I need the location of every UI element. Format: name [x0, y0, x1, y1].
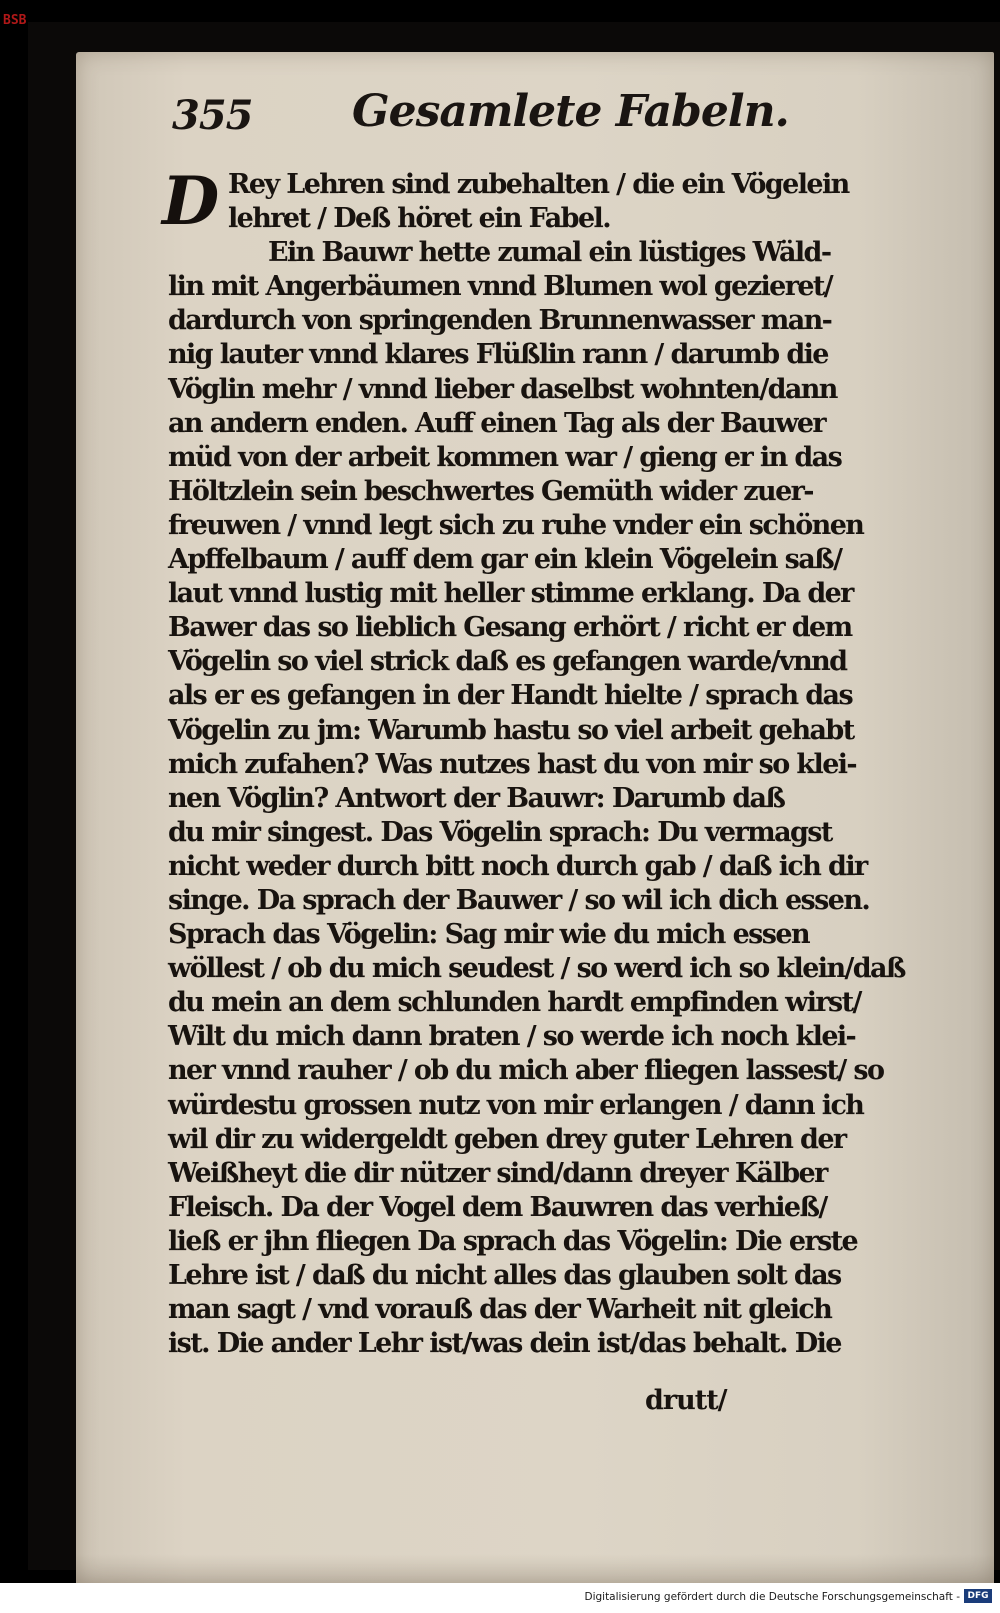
funding-notice: Digitalisierung gefördert durch die Deutsche Forschungsgemeinschaft - [584, 1591, 960, 1603]
text-line: lehret / Deß höret ein Fabel. [228, 203, 610, 235]
drop-initial: D [162, 162, 218, 240]
text-line: wil dir zu widergeldt geben drey guter Lehren der [168, 1123, 846, 1155]
text-line: an andern enden. Auff einen Tag als der Bauwer [168, 407, 826, 439]
text-line: Sprach das Vögelin: Sag mir wie du mich essen [168, 919, 809, 951]
text-line: Lehre ist / daß du nicht alles das glauben solt das [168, 1260, 841, 1291]
text-line: als er es gefangen in der Handt hielte / sprach das [168, 680, 853, 712]
text-line: mich zufahen? Was nutzes hast du von mir so klei- [168, 748, 857, 780]
text-line: du mein an dem schlunden hardt empfinden wirst/ [168, 987, 861, 1019]
text-line: Weißheyt die dir nützer sind/dann dreyer Kälber [168, 1157, 827, 1189]
text-line: singe. Da sprach der Bauwer / so wil ich dich essen. [168, 884, 870, 916]
text-line: dardurch von springenden Brunnenwasser man- [168, 305, 832, 337]
text-line: laut vnnd lustig mit heller stimme erklang. Da der [168, 578, 853, 610]
text-line: nen Vöglin? Antwort der Bauwr: Darumb daß [168, 782, 785, 814]
text-line: man sagt / vnd vorauß das der Warheit nit gleich [168, 1294, 832, 1326]
text-line: nig lauter vnnd klares Flüßlin rann / darumb die [168, 339, 828, 371]
bsb-logo: BSB [3, 13, 27, 28]
text-line: nicht weder durch bitt noch durch gab / daß ich dir [168, 850, 867, 882]
text-line: lin mit Angerbäumen vnnd Blumen wol gezieret/ [168, 271, 833, 303]
text-line: Rey Lehren sind zubehalten / die ein Vögelein [228, 169, 849, 200]
text-line: müd von der arbeit kommen war / gieng er in das [168, 441, 842, 473]
running-head-title: Gesamlete Fabeln. [352, 86, 789, 137]
text-line: Wilt du mich dann braten / so werde ich noch klei- [168, 1021, 856, 1053]
text-line: Höltzlein sein beschwertes Gemüth wider zuer- [168, 475, 813, 507]
text-line: du mir singest. Das Vögelin sprach: Du vermagst [168, 816, 832, 848]
footer-strip [0, 1583, 1000, 1613]
text-line: ner vnnd rauher / ob du mich aber fliegen lassest/ so [168, 1055, 884, 1087]
text-line: Vögelin zu jm: Warumb hastu so viel arbeit gehabt [168, 714, 854, 746]
text-line: Bawer das so lieblich Gesang erhört / richt er dem [168, 612, 852, 644]
text-line: Vöglin mehr / vnnd lieber daselbst wohnten/dann [168, 373, 837, 405]
body-text [162, 162, 905, 1361]
text-line: Vögelin so viel strick daß es gefangen warde/vnnd [168, 646, 847, 678]
text-line: würdestu grossen nutz von mir erlangen / dann ich [168, 1089, 864, 1121]
running-head [172, 86, 789, 146]
text-line: Apffelbaum / auff dem gar ein klein Vögelein saß/ [168, 544, 842, 576]
text-line: Ein Bauwr hette zumal ein lüstiges Wäld- [268, 237, 831, 269]
text-line: Fleisch. Da der Vogel dem Bauwren das verhieß/ [168, 1191, 827, 1223]
page-number: 355 [172, 92, 253, 139]
text-line: ist. Die ander Lehr ist/was dein ist/das behalt. Die [168, 1328, 841, 1360]
dfg-logo-icon: DFG [964, 1589, 992, 1603]
text-line: ließ er jhn fliegen Da sprach das Vögelin: Die erste [168, 1225, 858, 1257]
catchword: drutt/ [645, 1385, 727, 1416]
text-line: freuwen / vnnd legt sich zu ruhe vnder ein schönen [168, 509, 864, 541]
text-line: wöllest / ob du mich seudest / so werd ich so klein/daß [168, 953, 905, 985]
